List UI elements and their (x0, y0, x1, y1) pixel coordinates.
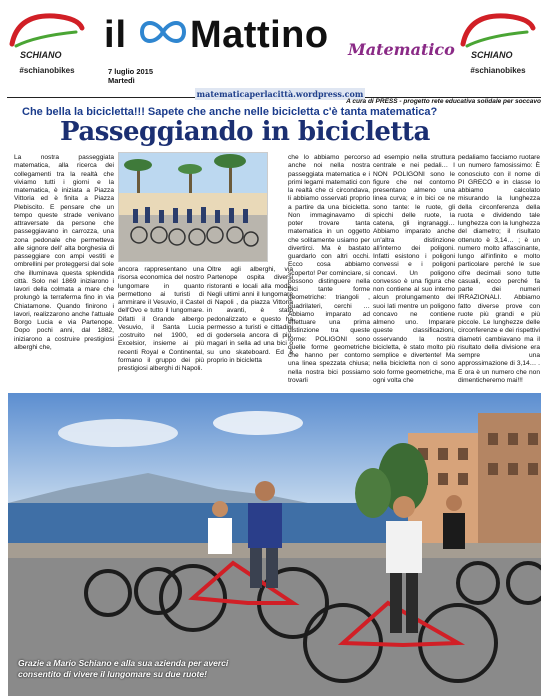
photo-caption-line1: Grazie a Mario Schiano e alla sua azienda per averci (18, 658, 229, 668)
article-column-2: ancora rappresentano una risorsa economica del nostro lungomare in quanto permettono ai turisti di ammirare il Vesuvio, il Castel dell'Ovo e tutto il lungomare. Difatti il Grande albergo Vesuvio, il Santa Lucia ,costruito nel 1900, ed Excelsior, insieme ai più recenti Royal e Continental, formano il gruppo dei più prestigiosi alberghi di Napoli. (118, 266, 204, 372)
photo-caption (18, 658, 228, 680)
article-headline: Passeggiando in bicicletta (60, 117, 430, 147)
logo-right (457, 6, 539, 78)
schiano-logo-icon (457, 6, 539, 60)
group-photo-piazza (118, 152, 268, 262)
credits-line: A cura di PRESS - progetto rete educativa solidale per soccavo (346, 98, 541, 105)
main-photo-illustration (8, 393, 541, 696)
logo-brand-text: SCHIANO (20, 50, 62, 60)
masthead-title: Mattino (190, 14, 329, 56)
logo-left (6, 6, 88, 78)
article-kicker: Che bella la bicicletta!!! Sapete che anche nelle bicicletta c'è tanta matematica? (22, 106, 438, 118)
issue-date-weekday: Martedì (108, 76, 135, 85)
article-column-4: che lo abbiamo percorso anche noi nella nostra passeggiata matematica e i primi legami matematici con la realtà che ci circondava, li abbiamo osservati proprio a partire da una bicicletta. Non immaginavamo di poter trovare tanta matematica in un oggetto che solitamente usiamo per divertirci. Ma è bastato guardarlo con altri occhi. Ecco cosa abbiamo scoperto! Per cominciare, si possono distinguere nella bici tante forme geometriche: triangoli , quadrilateri, cerchi … Abbiamo imparato ad effettuare una prima distinzione tra queste forme: POLIGONI sono quelle forme geometriche che hanno per contorno una linea spezzata chiusa; nella nostra bici possiamo trovarli (288, 154, 370, 384)
article-column-3: Oltre agli alberghi, via Partenope ospita diversi ristoranti e locali alla moda. Negli ultimi anni il lungomare di Napoli , da piazza Vittoria in avanti, è stato pedonalizzato e questo ha permesso a turisti e cittadini di godersela ancora di più, magari in sella ad una bici o su uno skateboard. Ed è proprio in bicicletta (207, 266, 293, 364)
schiano-logo-icon (6, 6, 88, 60)
masthead-il: il (104, 14, 128, 56)
article-column-6: pedaliamo facciamo ruotare un numero famosissimo: È conosciuto con il nome di PI GRECO e in classe lo abbiamo calcolato misurando la lunghezza della circonferenza della ruota e dividendo tale lunghezza con la lunghezza del diametro; il risultato ottenuto è 3,14… ; è un numero molto affascinante, lungo all'infinito e molto particolare perché le sue cifre decimali sono tutte casuali, ecco perché fa parte dei numeri IRRAZIONALI. Abbiamo fatto diverse prove con ruote più grandi e più piccole. Le lunghezze delle circonferenze e dei rispettivi diametri cambiavano ma il risultato della divisione era sempre una approssimazione di 3,14… . E ora è un numero che non dimenticheremo mai!!! (458, 154, 540, 384)
website-link[interactable]: matematicaperlacittà.wordpress.com (196, 89, 364, 99)
logo-hashtag: #schianobikes (19, 66, 75, 75)
main-photo-bikes (8, 393, 541, 696)
logo-brand-text: SCHIANO (471, 50, 513, 60)
issue-date (108, 67, 153, 85)
issue-date-day: 7 luglio 2015 (108, 67, 154, 76)
infinity-icon (138, 17, 188, 47)
article-column-5: ad esempio nella struttura centrale e nei pedali… I NON POLIGONI sono le figure che nel contorno presentano almeno una linea curva; e in bici ce ne sono tante: le ruote, gli spicchi delle ruote, la catena, gli ingranaggi… Abbiamo imparato anche un'altra distinzione all'interno dei poligoni. Infatti esistono i poligoni convessi e i poligoni concavi. Un poligono convesso è una figura che non contiene al suo interno alcun prolungamento dei suoi lati mentre un poligono concavo ne contiene almeno uno. Imparare queste classificazioni, osservando la nostra bicicletta, è stato molto più semplice e divertente! Ma nella bicicletta non ci sono solo forme geometriche, ma ogni volta che (373, 154, 455, 384)
logo-hashtag: #schianobikes (470, 66, 526, 75)
masthead-subtitle: Matematico (348, 40, 455, 59)
group-photo-illustration (119, 153, 268, 262)
photo-caption-line2: consentito di vivere il lungomare su due ruote! (18, 669, 207, 679)
article-column-1: La nostra passeggiata matematica, alla ricerca dei collegamenti tra la realtà che viviamo tutti i giorni e la matematica, è iniziata a Piazza Vittoria ed è finita a Piazza Plebiscito. E pensare che un tempo queste strade venivano attraversate da persone che passeggiavano in carrozza, una zona pedonale che permetteva alle signore dell' alta borghesia di passeggiare con ampi vestiti e ombrellini per proteggersi dal sole che illuminava questa splendida città. Solo nel 1869 iniziarono i lavori della colmata a mare che prolungò la terraferma fino in via Chiatamone. Quando finirono i lavori, realizzarono anche l'attuale Borgo Lucia e via Partenope. Dopo pochi anni, dal 1882, iniziarono a costruire prestigiosi alberghi che, (14, 154, 114, 351)
